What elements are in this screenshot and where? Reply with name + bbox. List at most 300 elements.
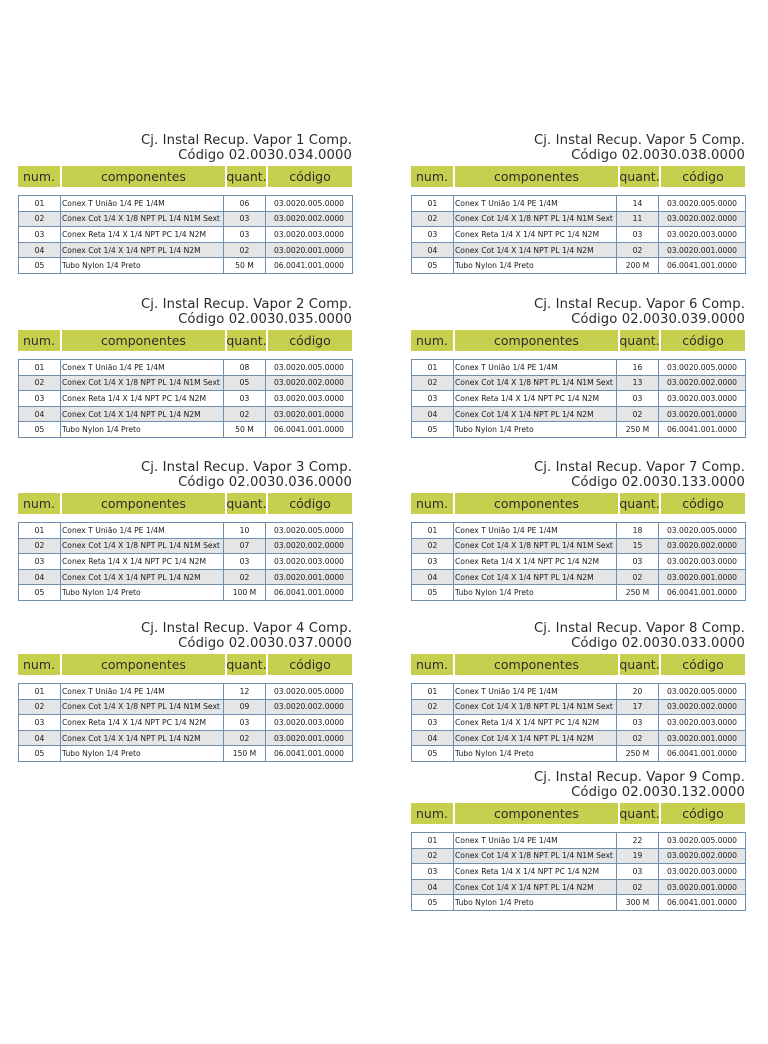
row-desc: Conex Cot 1/4 X 1/4 NPT PL 1/4 N2M [454,879,617,895]
row-desc: Conex T União 1/4 PE 1/4M [61,523,224,539]
row-desc: Conex T União 1/4 PE 1/4M [61,360,224,376]
row-code: 03.0020.005.0000 [266,684,353,700]
kit-title: Cj. Instal Recup. Vapor 9 Comp. [533,770,745,785]
table-row [412,833,746,849]
col-header-componentes: componentes [455,166,618,187]
row-code: 06.0041.001.0000 [266,258,353,274]
parts-table [18,683,353,762]
kit-title: Cj. Instal Recup. Vapor 7 Comp. [533,460,745,475]
table-row [19,258,353,274]
table-header [411,654,745,675]
row-num: 02 [19,375,61,391]
table-row [412,879,746,895]
row-qty: 07 [224,538,266,554]
kit-table-4 [18,621,352,762]
col-header-componentes: componentes [62,330,225,351]
row-qty: 09 [224,699,266,715]
row-desc: Conex Cot 1/4 X 1/8 NPT PL 1/4 N1M Sext [61,211,224,227]
row-qty: 19 [617,848,659,864]
row-code: 03.0020.001.0000 [266,730,353,746]
row-desc: Conex Reta 1/4 X 1/4 NPT PC 1/4 N2M [454,391,617,407]
row-qty: 17 [617,699,659,715]
col-header-quant: quant. [227,493,266,514]
table-row [412,523,746,539]
row-code: 03.0020.003.0000 [266,715,353,731]
row-desc: Tubo Nylon 1/4 Preto [61,422,224,438]
row-desc: Conex Reta 1/4 X 1/4 NPT PC 1/4 N2M [454,864,617,880]
row-code: 03.0020.003.0000 [266,391,353,407]
row-qty: 15 [617,538,659,554]
row-desc: Conex T União 1/4 PE 1/4M [61,684,224,700]
row-qty: 03 [617,227,659,243]
row-qty: 02 [224,730,266,746]
kit-table-5 [411,133,745,274]
row-code: 03.0020.001.0000 [659,730,746,746]
row-code: 06.0041.001.0000 [659,895,746,911]
table-row [19,523,353,539]
table-row [19,375,353,391]
row-qty: 150 M [224,746,266,762]
row-code: 06.0041.001.0000 [659,422,746,438]
row-desc: Tubo Nylon 1/4 Preto [454,258,617,274]
table-row [412,422,746,438]
row-num: 04 [19,242,61,258]
table-row [19,360,353,376]
row-num: 02 [412,375,454,391]
row-num: 04 [412,569,454,585]
col-header-componentes: componentes [455,654,618,675]
row-desc: Conex T União 1/4 PE 1/4M [61,196,224,212]
row-qty: 03 [224,554,266,570]
row-qty: 02 [617,569,659,585]
table-row [19,684,353,700]
row-qty: 12 [224,684,266,700]
row-num: 05 [412,895,454,911]
row-num: 02 [19,538,61,554]
parts-table [411,195,746,274]
table-row [19,730,353,746]
table-row [412,848,746,864]
table-row [19,196,353,212]
kit-title: Cj. Instal Recup. Vapor 4 Comp. [140,621,352,636]
kit-code: Código 02.0030.035.0000 [178,312,352,327]
col-header-quant: quant. [227,166,266,187]
row-qty: 03 [617,715,659,731]
row-desc: Conex Cot 1/4 X 1/4 NPT PL 1/4 N2M [454,730,617,746]
row-num: 05 [19,258,61,274]
kit-code: Código 02.0030.133.0000 [571,475,745,490]
row-desc: Conex Cot 1/4 X 1/8 NPT PL 1/4 N1M Sext [454,211,617,227]
table-header [411,330,745,351]
parts-table [18,195,353,274]
row-desc: Conex Cot 1/4 X 1/8 NPT PL 1/4 N1M Sext [454,699,617,715]
col-header-num: num. [18,330,60,351]
row-num: 01 [412,523,454,539]
kit-code: Código 02.0030.132.0000 [571,785,745,800]
row-num: 05 [412,258,454,274]
row-num: 03 [19,391,61,407]
row-qty: 50 M [224,422,266,438]
table-row [19,699,353,715]
table-row [412,699,746,715]
row-qty: 02 [617,406,659,422]
table-header [411,166,745,187]
col-header-codigo: código [661,654,745,675]
parts-table [18,522,353,601]
table-row [19,406,353,422]
row-code: 03.0020.003.0000 [659,554,746,570]
kit-title: Cj. Instal Recup. Vapor 2 Comp. [140,297,352,312]
row-num: 03 [412,715,454,731]
row-code: 03.0020.005.0000 [659,684,746,700]
row-desc: Conex Cot 1/4 X 1/4 NPT PL 1/4 N2M [61,406,224,422]
col-header-quant: quant. [620,330,659,351]
row-qty: 10 [224,523,266,539]
col-header-num: num. [411,166,453,187]
parts-table [411,832,746,911]
row-num: 02 [412,699,454,715]
row-qty: 02 [224,569,266,585]
col-header-num: num. [411,493,453,514]
row-desc: Conex Reta 1/4 X 1/4 NPT PC 1/4 N2M [61,227,224,243]
row-num: 01 [412,360,454,376]
row-num: 02 [412,538,454,554]
row-num: 05 [19,746,61,762]
row-desc: Conex T União 1/4 PE 1/4M [454,196,617,212]
col-header-num: num. [18,166,60,187]
row-num: 02 [412,211,454,227]
row-code: 03.0020.002.0000 [266,211,353,227]
row-num: 03 [412,554,454,570]
table-row [412,554,746,570]
col-header-codigo: código [661,166,745,187]
row-desc: Conex Cot 1/4 X 1/4 NPT PL 1/4 N2M [61,569,224,585]
row-code: 03.0020.002.0000 [659,538,746,554]
col-header-quant: quant. [620,803,659,824]
row-qty: 200 M [617,258,659,274]
row-desc: Tubo Nylon 1/4 Preto [61,258,224,274]
table-row [19,569,353,585]
row-qty: 18 [617,523,659,539]
row-qty: 20 [617,684,659,700]
table-row [412,730,746,746]
row-qty: 06 [224,196,266,212]
row-code: 06.0041.001.0000 [266,422,353,438]
parts-table [411,683,746,762]
row-desc: Tubo Nylon 1/4 Preto [454,585,617,601]
row-num: 01 [19,196,61,212]
col-header-codigo: código [268,166,352,187]
row-code: 06.0041.001.0000 [266,746,353,762]
table-row [412,585,746,601]
row-qty: 250 M [617,585,659,601]
row-code: 03.0020.001.0000 [659,242,746,258]
row-qty: 03 [224,715,266,731]
row-qty: 11 [617,211,659,227]
row-desc: Conex Cot 1/4 X 1/4 NPT PL 1/4 N2M [61,730,224,746]
table-header [411,493,745,514]
row-code: 03.0020.001.0000 [266,569,353,585]
row-qty: 50 M [224,258,266,274]
col-header-num: num. [18,654,60,675]
row-code: 06.0041.001.0000 [266,585,353,601]
row-code: 03.0020.002.0000 [659,211,746,227]
table-row [412,391,746,407]
kit-code: Código 02.0030.037.0000 [178,636,352,651]
row-code: 03.0020.001.0000 [659,879,746,895]
row-qty: 03 [617,554,659,570]
row-num: 04 [412,242,454,258]
row-desc: Conex Reta 1/4 X 1/4 NPT PC 1/4 N2M [61,391,224,407]
row-qty: 22 [617,833,659,849]
row-code: 03.0020.005.0000 [659,360,746,376]
table-row [19,227,353,243]
row-code: 03.0020.001.0000 [266,242,353,258]
kit-table-8 [411,621,745,762]
row-code: 03.0020.005.0000 [659,833,746,849]
kit-title: Cj. Instal Recup. Vapor 8 Comp. [533,621,745,636]
row-qty: 100 M [224,585,266,601]
table-row [412,406,746,422]
row-desc: Conex T União 1/4 PE 1/4M [454,684,617,700]
row-num: 03 [19,227,61,243]
row-desc: Tubo Nylon 1/4 Preto [454,895,617,911]
kit-code: Código 02.0030.039.0000 [571,312,745,327]
row-qty: 250 M [617,422,659,438]
table-row [19,242,353,258]
row-code: 03.0020.001.0000 [659,569,746,585]
row-code: 03.0020.002.0000 [266,538,353,554]
row-desc: Conex T União 1/4 PE 1/4M [454,833,617,849]
row-qty: 02 [224,406,266,422]
row-code: 03.0020.002.0000 [266,699,353,715]
row-desc: Conex T União 1/4 PE 1/4M [454,360,617,376]
row-code: 03.0020.002.0000 [659,699,746,715]
row-desc: Conex Cot 1/4 X 1/4 NPT PL 1/4 N2M [454,406,617,422]
kit-table-1 [18,133,352,274]
kit-code: Código 02.0030.033.0000 [571,636,745,651]
row-num: 05 [412,585,454,601]
row-num: 04 [19,406,61,422]
table-row [19,715,353,731]
row-num: 05 [412,422,454,438]
table-header [18,493,352,514]
col-header-componentes: componentes [455,493,618,514]
table-row [412,360,746,376]
col-header-quant: quant. [227,330,266,351]
col-header-quant: quant. [620,166,659,187]
row-qty: 16 [617,360,659,376]
row-qty: 03 [224,391,266,407]
table-row [412,258,746,274]
row-code: 06.0041.001.0000 [659,746,746,762]
table-row [19,538,353,554]
kit-table-9 [411,770,745,911]
table-row [412,211,746,227]
row-num: 02 [19,211,61,227]
row-desc: Conex Cot 1/4 X 1/8 NPT PL 1/4 N1M Sext [61,375,224,391]
table-row [412,538,746,554]
kit-title: Cj. Instal Recup. Vapor 5 Comp. [533,133,745,148]
kit-code: Código 02.0030.036.0000 [178,475,352,490]
row-desc: Conex Cot 1/4 X 1/4 NPT PL 1/4 N2M [454,569,617,585]
table-row [412,569,746,585]
kit-table-3 [18,460,352,601]
col-header-codigo: código [268,330,352,351]
table-row [19,211,353,227]
row-desc: Tubo Nylon 1/4 Preto [454,422,617,438]
row-desc: Conex Cot 1/4 X 1/8 NPT PL 1/4 N1M Sext [61,538,224,554]
row-qty: 300 M [617,895,659,911]
col-header-codigo: código [268,493,352,514]
row-num: 04 [412,730,454,746]
row-code: 06.0041.001.0000 [659,585,746,601]
col-header-componentes: componentes [62,493,225,514]
kit-table-6 [411,297,745,438]
row-desc: Conex T União 1/4 PE 1/4M [454,523,617,539]
row-desc: Conex Cot 1/4 X 1/4 NPT PL 1/4 N2M [454,242,617,258]
row-code: 03.0020.003.0000 [659,715,746,731]
row-desc: Conex Reta 1/4 X 1/4 NPT PC 1/4 N2M [454,227,617,243]
table-row [412,715,746,731]
row-num: 04 [412,879,454,895]
row-qty: 03 [224,211,266,227]
table-row [412,196,746,212]
row-qty: 03 [224,227,266,243]
table-row [412,864,746,880]
row-num: 05 [19,422,61,438]
row-num: 03 [412,864,454,880]
kit-code: Código 02.0030.038.0000 [571,148,745,163]
table-row [19,422,353,438]
row-qty: 08 [224,360,266,376]
table-row [412,746,746,762]
table-row [412,684,746,700]
kit-title: Cj. Instal Recup. Vapor 1 Comp. [140,133,352,148]
row-desc: Conex Cot 1/4 X 1/8 NPT PL 1/4 N1M Sext [454,375,617,391]
table-row [412,242,746,258]
col-header-num: num. [411,654,453,675]
table-row [19,585,353,601]
col-header-codigo: código [661,493,745,514]
row-num: 04 [19,569,61,585]
row-qty: 03 [617,391,659,407]
table-row [19,391,353,407]
table-header [18,166,352,187]
row-desc: Conex Cot 1/4 X 1/8 NPT PL 1/4 N1M Sext [61,699,224,715]
row-num: 04 [412,406,454,422]
col-header-num: num. [411,330,453,351]
row-num: 03 [19,715,61,731]
row-code: 03.0020.001.0000 [266,406,353,422]
row-num: 01 [412,833,454,849]
kit-title: Cj. Instal Recup. Vapor 6 Comp. [533,297,745,312]
table-header [411,803,745,824]
row-desc: Conex Cot 1/4 X 1/4 NPT PL 1/4 N2M [61,242,224,258]
parts-table [411,359,746,438]
row-desc: Conex Reta 1/4 X 1/4 NPT PC 1/4 N2M [454,715,617,731]
row-code: 03.0020.005.0000 [659,196,746,212]
row-num: 01 [19,523,61,539]
row-desc: Conex Reta 1/4 X 1/4 NPT PC 1/4 N2M [454,554,617,570]
row-desc: Conex Reta 1/4 X 1/4 NPT PC 1/4 N2M [61,554,224,570]
row-num: 01 [412,684,454,700]
parts-table [18,359,353,438]
row-desc: Tubo Nylon 1/4 Preto [454,746,617,762]
row-qty: 02 [224,242,266,258]
row-code: 03.0020.001.0000 [659,406,746,422]
table-row [19,746,353,762]
row-code: 03.0020.002.0000 [659,375,746,391]
row-desc: Conex Cot 1/4 X 1/8 NPT PL 1/4 N1M Sext [454,848,617,864]
row-code: 03.0020.003.0000 [659,864,746,880]
row-code: 03.0020.003.0000 [266,554,353,570]
row-num: 01 [19,684,61,700]
row-qty: 02 [617,879,659,895]
table-header [18,654,352,675]
row-qty: 05 [224,375,266,391]
row-code: 03.0020.005.0000 [659,523,746,539]
table-row [19,554,353,570]
col-header-componentes: componentes [455,330,618,351]
row-num: 04 [19,730,61,746]
row-qty: 14 [617,196,659,212]
row-qty: 250 M [617,746,659,762]
kit-table-7 [411,460,745,601]
col-header-num: num. [411,803,453,824]
row-num: 05 [412,746,454,762]
table-row [412,227,746,243]
row-code: 03.0020.005.0000 [266,360,353,376]
row-desc: Conex Reta 1/4 X 1/4 NPT PC 1/4 N2M [61,715,224,731]
col-header-codigo: código [268,654,352,675]
kit-table-2 [18,297,352,438]
row-num: 03 [412,227,454,243]
row-code: 03.0020.003.0000 [659,227,746,243]
col-header-quant: quant. [227,654,266,675]
col-header-componentes: componentes [62,654,225,675]
table-row [412,375,746,391]
row-num: 02 [19,699,61,715]
row-qty: 02 [617,730,659,746]
col-header-codigo: código [661,803,745,824]
row-num: 03 [19,554,61,570]
col-header-codigo: código [661,330,745,351]
kit-title: Cj. Instal Recup. Vapor 3 Comp. [140,460,352,475]
col-header-num: num. [18,493,60,514]
row-qty: 02 [617,242,659,258]
row-code: 03.0020.003.0000 [659,391,746,407]
row-code: 03.0020.003.0000 [266,227,353,243]
row-num: 05 [19,585,61,601]
row-code: 03.0020.005.0000 [266,196,353,212]
row-num: 03 [412,391,454,407]
row-code: 06.0041.001.0000 [659,258,746,274]
row-desc: Tubo Nylon 1/4 Preto [61,585,224,601]
col-header-componentes: componentes [62,166,225,187]
row-num: 02 [412,848,454,864]
row-code: 03.0020.002.0000 [659,848,746,864]
row-desc: Conex Cot 1/4 X 1/8 NPT PL 1/4 N1M Sext [454,538,617,554]
kit-code: Código 02.0030.034.0000 [178,148,352,163]
row-desc: Tubo Nylon 1/4 Preto [61,746,224,762]
table-header [18,330,352,351]
row-qty: 03 [617,864,659,880]
row-code: 03.0020.002.0000 [266,375,353,391]
row-qty: 13 [617,375,659,391]
row-num: 01 [19,360,61,376]
col-header-quant: quant. [620,654,659,675]
